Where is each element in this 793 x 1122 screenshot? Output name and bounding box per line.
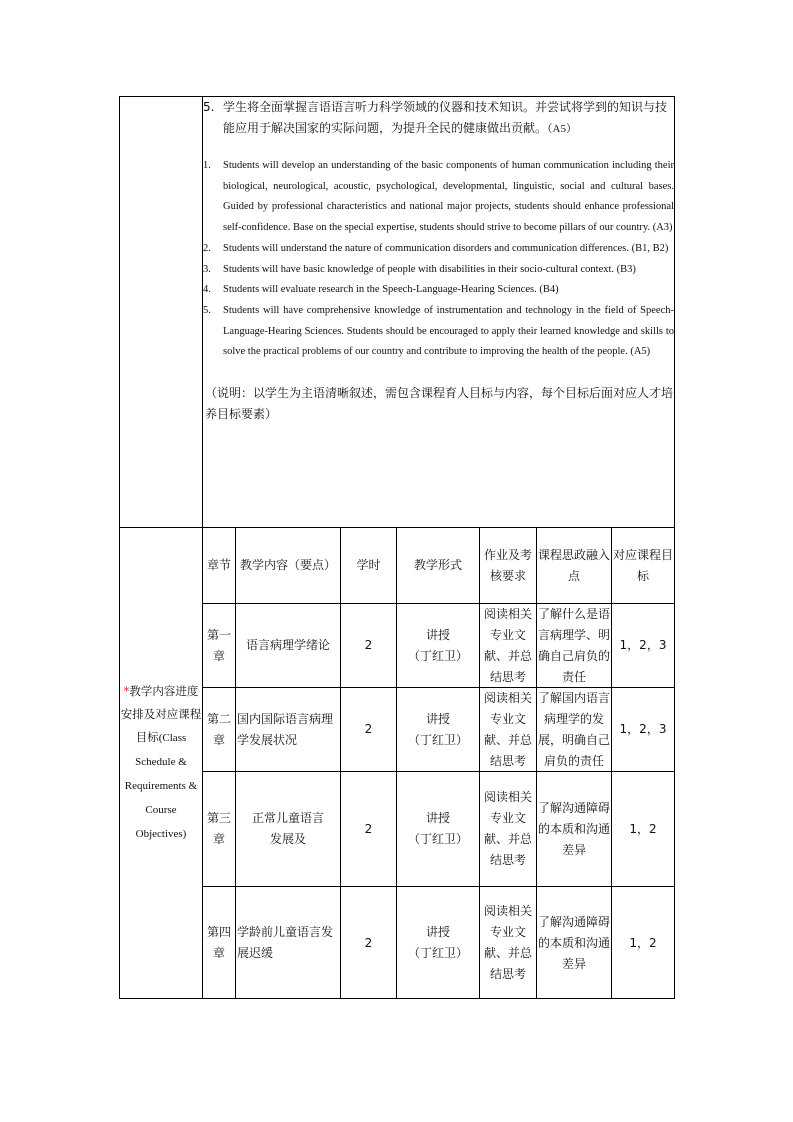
- header-ideology: 课程思政融入点: [538, 547, 611, 583]
- row4-chapter: 第四章: [206, 925, 231, 960]
- row2-form: 讲授 （丁红卫）: [407, 711, 468, 747]
- objective-en-1: [203, 156, 674, 239]
- objective-en-5: [203, 301, 674, 363]
- row1-hours: 2: [364, 638, 373, 652]
- row4-homework: 阅读相关专业文献、并总结思考: [483, 904, 532, 981]
- header-chapter: 章节: [206, 558, 231, 572]
- row3-hours: 2: [364, 821, 373, 836]
- row2-ideology: 了解国内语言病理学的发展，明确自己肩负的责任: [538, 690, 611, 768]
- row1-homework: 阅读相关专业文献、并总结思考: [483, 606, 532, 684]
- header-form: 教学形式: [413, 558, 462, 572]
- instruction-note: （说明：以学生为主语清晰叙述，需包含课程育人目标与内容，每个目标后面对应人才培养目标要素）: [205, 386, 674, 422]
- objective-tag: （A5）: [547, 123, 577, 135]
- header-homework: 作业及考核要求: [483, 547, 532, 583]
- objective-number: 4.: [203, 284, 211, 296]
- row1-content: 语言病理学绪论: [245, 638, 330, 652]
- objective-number: 5.: [203, 304, 211, 316]
- row1-objectives: 1，2，3: [619, 638, 667, 652]
- objective-cn-5: [203, 97, 674, 140]
- section-label-en: (Class Schedule & Requirements & Course Objectives): [124, 732, 198, 840]
- section-label-cn: 教学内容进度安排及对应课程目标: [120, 684, 202, 744]
- row2-hours: 2: [364, 722, 373, 736]
- objective-number: 1.: [203, 160, 211, 171]
- objective-text: 学生将全面掌握言语语言听力科学领域的仪器和技术知识。并尝试将学到的知识与技能应用于解决国家的实际问题，为提升全民的健康做出贡献。: [223, 100, 668, 135]
- row1-chapter: 第一章: [206, 627, 231, 663]
- objective-text: Students will have basic knowledge of people with disabilities in their socio-cultural context. (B3): [223, 263, 636, 275]
- row3-objectives: 1，2: [629, 821, 657, 836]
- row4-objectives: 1，2: [629, 935, 657, 950]
- header-objectives: 对应课程目标: [613, 547, 674, 583]
- objective-text: Students will evaluate research in the Speech-Language-Hearing Sciences. (B4): [223, 284, 559, 296]
- row2-content: 国内国际语言病理学发展状况: [237, 711, 334, 747]
- row2-homework: 阅读相关专业文献、并总结思考: [483, 690, 532, 768]
- objective-text: Students will develop an understanding of the basic components of human communication including their biological, neurological, acoustic, psychological, developmental, linguistic, social and cultural bases. Guided by professional characteristics and national major projects, students should enhance professional self-confidence. Base on the special expertise, students should strive to become pillars of our country. (A3): [223, 160, 674, 234]
- objective-en-2: [203, 239, 674, 260]
- row3-ideology: 了解沟通障碍的本质和沟通差异: [538, 800, 611, 857]
- row1-form: 讲授 （丁红卫）: [407, 627, 468, 663]
- objective-number: 5.: [203, 100, 215, 114]
- objective-number: 2.: [203, 242, 211, 254]
- objective-text: Students will have comprehensive knowledge of instrumentation and technology in the field of Speech-Language-Hearing Sciences. Students should be encouraged to apply their learned knowledge and skills to solve the practical problems of our country and contribute to improving the health of the people. (A5): [223, 304, 674, 358]
- row4-content: 学龄前儿童语言发展迟缓: [237, 925, 334, 960]
- row4-form: 讲授 （丁红卫）: [407, 925, 468, 960]
- row3-chapter: 第三章: [206, 811, 231, 846]
- schedule-section-label: [120, 680, 202, 846]
- objective-text: Students will understand the nature of communication disorders and communication differences. (B1, B2): [223, 242, 669, 254]
- row4-hours: 2: [364, 935, 373, 950]
- row4-ideology: 了解沟通障碍的本质和沟通差异: [538, 914, 611, 971]
- row3-homework: 阅读相关专业文献、并总结思考: [483, 790, 532, 867]
- row3-content: 正常儿童语言发展及: [251, 811, 324, 846]
- header-hours: 学时: [356, 558, 381, 572]
- objective-en-3: [203, 260, 674, 281]
- row1-ideology: 了解什么是语言病理学、明确自己肩负的责任: [538, 606, 611, 684]
- header-content: 教学内容（要点）: [239, 558, 336, 572]
- course-objectives: [203, 97, 674, 425]
- objective-en-4: [203, 280, 674, 301]
- required-mark: *: [123, 684, 130, 698]
- row2-objectives: 1，2，3: [619, 722, 667, 736]
- row2-chapter: 第二章: [206, 711, 231, 747]
- row3-form: 讲授 （丁红卫）: [407, 811, 468, 846]
- objective-number: 3.: [203, 263, 211, 275]
